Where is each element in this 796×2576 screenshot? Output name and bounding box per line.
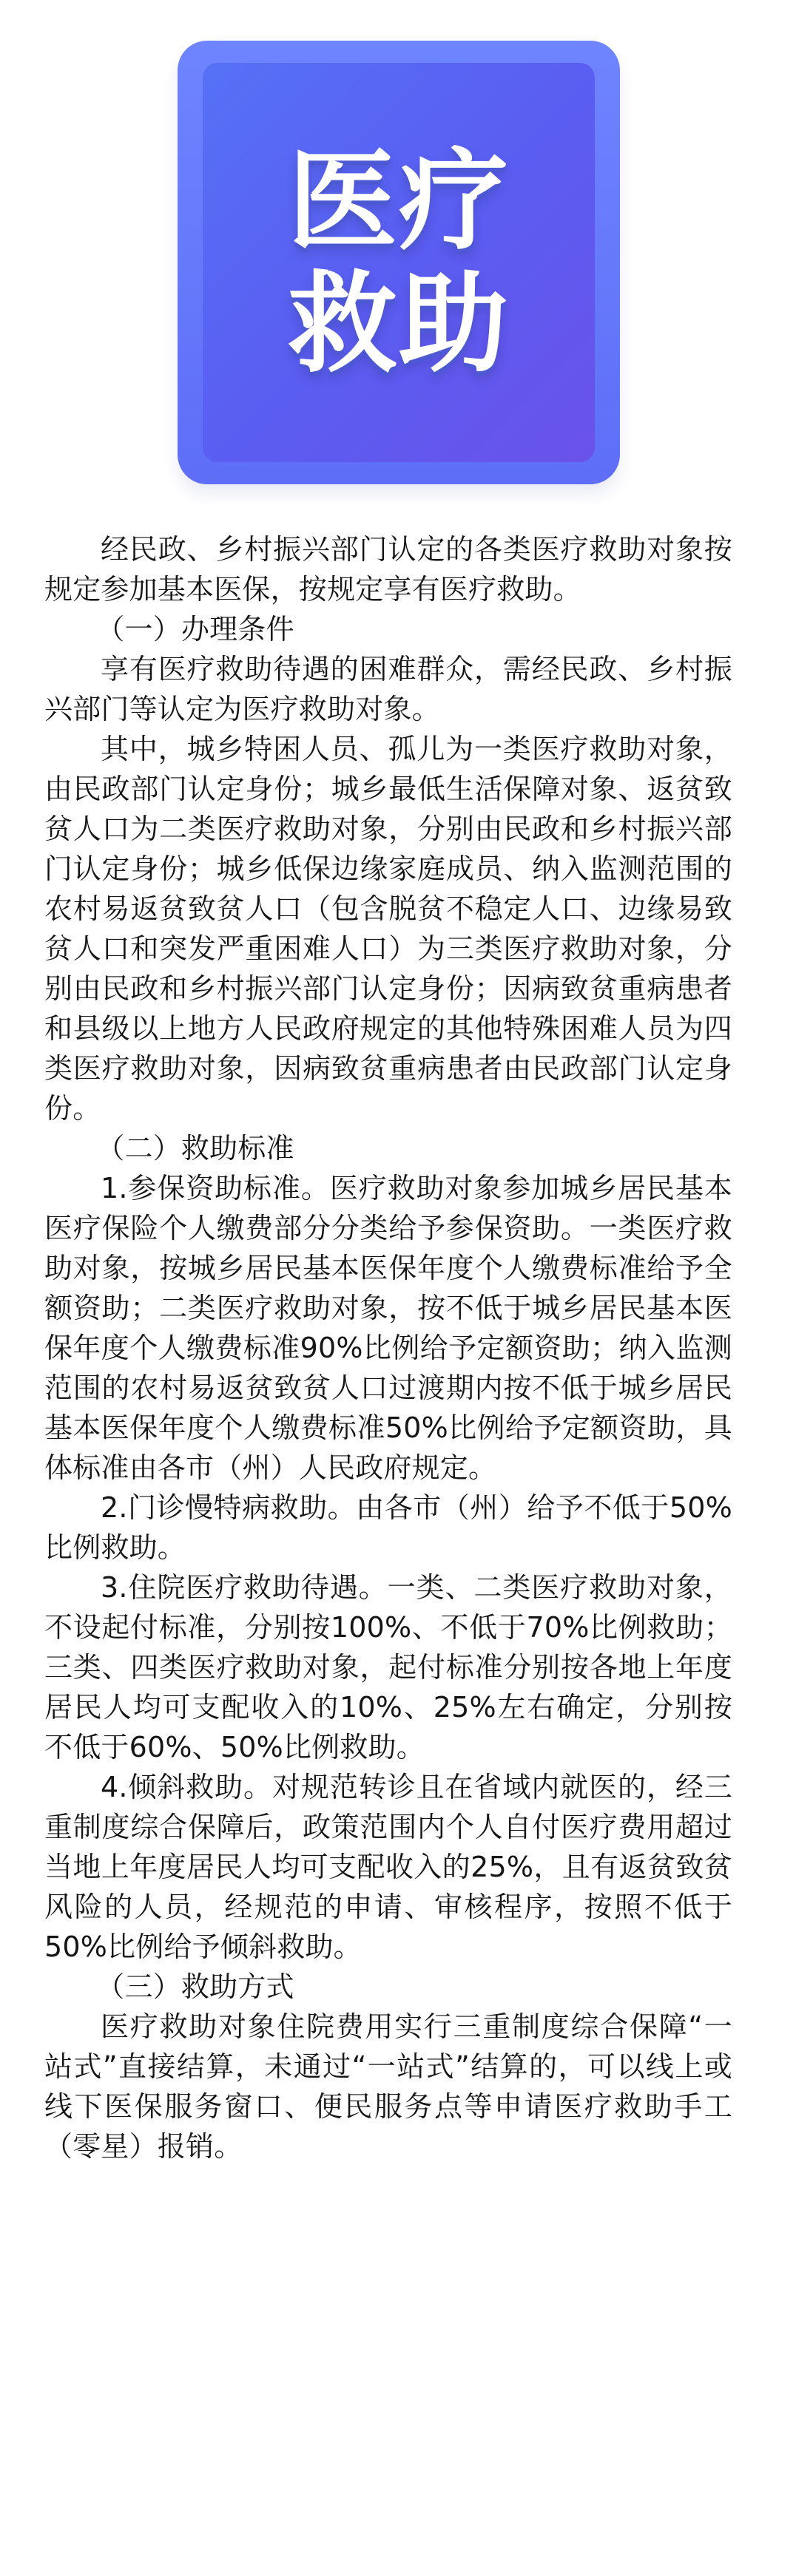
method-paragraph: 医疗救助对象住院费用实行三重制度综合保障“一站式”直接结算，未通过“一站式”结算的，可以线上或线下医保服务窗口、便民服务点等申请医疗救助手工（零星）报销。 — [44, 2010, 732, 2163]
intro-paragraph: 经民政、乡村振兴部门认定的各类医疗救助对象按规定参加基本医保，按规定享有医疗救助。 — [44, 533, 732, 606]
section-heading-standards: （二）救助标准 — [96, 1132, 294, 1165]
standards-item-1: 1.参保资助标准。医疗救助对象参加城乡居民基本医疗保险个人缴费部分分类给予参保资助。一类医疗救助对象，按城乡居民基本医保年度个人缴费标准给予全额资助；二类医疗救助对象，按不低于城乡居民基本医保年度个人缴费标准90%比例给予定额资助；纳入监测范围的农村易返贫致贫人口过渡期内按不低于城乡居民基本医保年度个人缴费标准50%比例给予定额资助，具体标准由各市（州）人民政府规定。 — [44, 1172, 732, 1484]
header-inner-panel — [203, 63, 595, 462]
header-title-line-1: 医疗 — [288, 138, 510, 265]
eligibility-paragraph-2: 其中，城乡特困人员、孤儿为一类医疗救助对象，由民政部门认定身份；城乡最低生活保障对象、返贫致贫人口为二类医疗救助对象，分别由民政和乡村振兴部门认定身份；城乡低保边缘家庭成员、纳入监测范围的农村易返贫致贫人口（包含脱贫不稳定人口、边缘易致贫人口和突发严重困难人口）为三类医疗救助对象，分别由民政和乡村振兴部门认定身份；因病致贫重病患者和县级以上地方人民政府规定的其他特殊困难人员为四类医疗救助对象，因病致贫重病患者由民政部门认定身份。 — [44, 733, 732, 1125]
header-title-line-2: 救助 — [288, 260, 510, 387]
standards-item-4: 4.倾斜救助。对规范转诊且在省域内就医的，经三重制度综合保障后，政策范围内个人自付医疗费用超过当地上年度居民人均可支配收入的25%，且有返贫致贫风险的人员，经规范的申请、审核程序，按照不低于50%比例给予倾斜救助。 — [44, 1771, 732, 1963]
section-heading-eligibility: （一）办理条件 — [96, 613, 294, 645]
section-heading-method: （三）救助方式 — [96, 1970, 294, 2003]
standards-item-2: 2.门诊慢特病救助。由各市（州）给予不低于50%比例救助。 — [44, 1491, 732, 1564]
standards-item-3: 3.住院医疗救助待遇。一类、二类医疗救助对象，不设起付标准，分别按100%、不低于70%比例救助；三类、四类医疗救助对象，起付标准分别按各地上年度居民人均可支配收入的10%、25%左右确定，分别按不低于60%、50%比例救助。 — [44, 1571, 732, 1763]
article-content — [44, 529, 732, 2166]
header-title — [203, 63, 595, 462]
eligibility-paragraph-1: 享有医疗救助待遇的困难群众，需经民政、乡村振兴部门等认定为医疗救助对象。 — [44, 653, 732, 725]
header-card — [178, 41, 620, 484]
